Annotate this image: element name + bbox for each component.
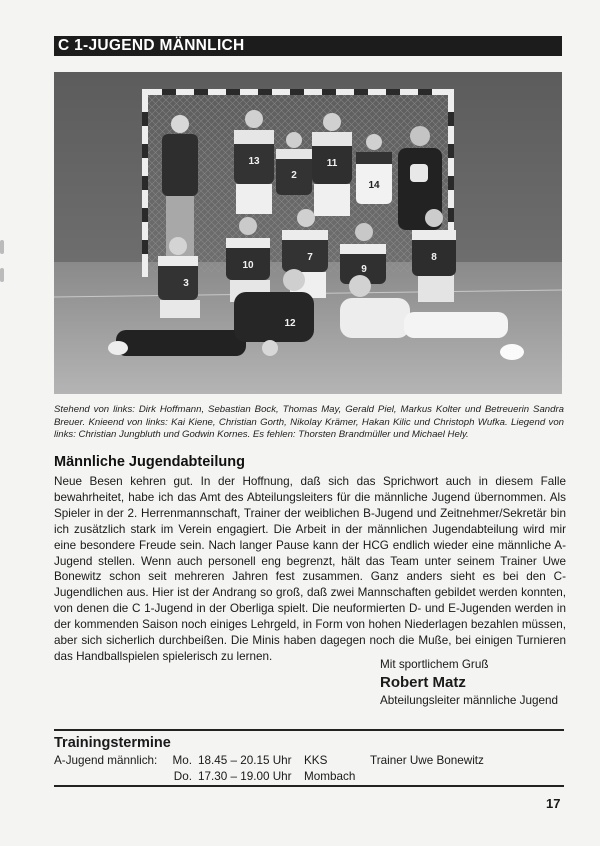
training-day: Do.: [173, 770, 192, 783]
jersey-number: 12: [284, 318, 296, 329]
training-place: Mombach: [304, 770, 356, 783]
binder-mark: [0, 268, 4, 282]
signature: [380, 657, 580, 709]
body-text: Neue Besen kehren gut. In der Hoffnung, daß sich das Sprichwort auch in diesem Falle bewahrheitet, habe ich das Amt des Abteilungsleiters für die männliche Jugend übernommen. Als Spieler in der 2. Herrenmannschaft, Trainer der weiblichen B-Jugend und Zeitnehmer/Sekretär bin ich zusätzlich stark im Verein engagiert. Die Arbeit in der männlichen Jugendabteilung wird mir eine besondere Freude sein. Nach langer Pause kann der HCG endlich wieder eine männliche A-Jugend stellen. Wenn auch personell eng begrenzt, hält das Team unter seinem Trainer Uwe Bonewitz schon seit mehreren Jahren fest zusammen. Ganz anders sieht es bei den C-Jugendlichen aus. Hier ist der Andrang so groß, daß zwei Mannschaften gebildet werden konnten, von denen die C 1-Jugend in der Oberliga spielt. Die neuformierten D- und E-Jugenden werden in der kommenden Saison noch einiges Lehrgeld, in Form von hohen Niederlagen bezahlen müssen, aber sich sicherlich durchbeißen. Die Minis haben dagegen noch die Muße, bei einigen Turnieren das Handballspielen spielerisch zu lernen.: [54, 475, 566, 663]
jersey-number: 13: [248, 156, 260, 167]
jersey-number: 2: [291, 170, 297, 181]
divider: [54, 785, 564, 787]
training-team: A-Jugend männlich:: [54, 754, 158, 767]
jersey-number: 3: [183, 278, 189, 289]
jersey-number: 10: [242, 260, 254, 271]
team-photo: [54, 72, 562, 394]
training-time: 17.30 – 19.00 Uhr: [198, 770, 292, 783]
jersey-number: 11: [326, 158, 338, 169]
training-row: [54, 753, 564, 769]
divider: [54, 729, 564, 731]
page-title: C 1-JUGEND MÄNNLICH: [54, 36, 562, 56]
training-row: [54, 769, 564, 785]
signature-greeting: Mit sportlichem Gruß: [380, 658, 489, 671]
training-place: KKS: [304, 754, 328, 767]
signature-role: Abteilungsleiter männliche Jugend: [380, 694, 559, 707]
jersey-number: 8: [431, 252, 437, 263]
page-number: 17: [546, 796, 561, 811]
training-trainer: Trainer Uwe Bonewitz: [370, 754, 484, 767]
binder-mark: [0, 240, 4, 254]
training-time: 18.45 – 20.15 Uhr: [198, 754, 292, 767]
signature-name: Robert Matz: [380, 674, 466, 691]
section-heading: Männliche Jugendabteilung: [54, 454, 245, 470]
jersey-number: 9: [361, 264, 367, 275]
jersey-number: 7: [307, 252, 313, 263]
photo-caption: Stehend von links: Dirk Hoffmann, Sebastian Bock, Thomas May, Gerald Piel, Markus Kolter und Betreuerin Sandra Breuer. Knieend von links: Kai Kiene, Christian Gorth, Nikolay Krämer, Hakan Kilic und Christoph Wufka. Liegend von links: Christian Jungbluth und Godwin Kornes. Es fehlen: Thorsten Brandmüller und Michael Hely.: [54, 404, 564, 441]
training-heading: Trainingstermine: [54, 735, 171, 751]
training-table: [54, 753, 564, 785]
training-day: Mo.: [172, 754, 192, 767]
jersey-number: 14: [368, 180, 380, 191]
